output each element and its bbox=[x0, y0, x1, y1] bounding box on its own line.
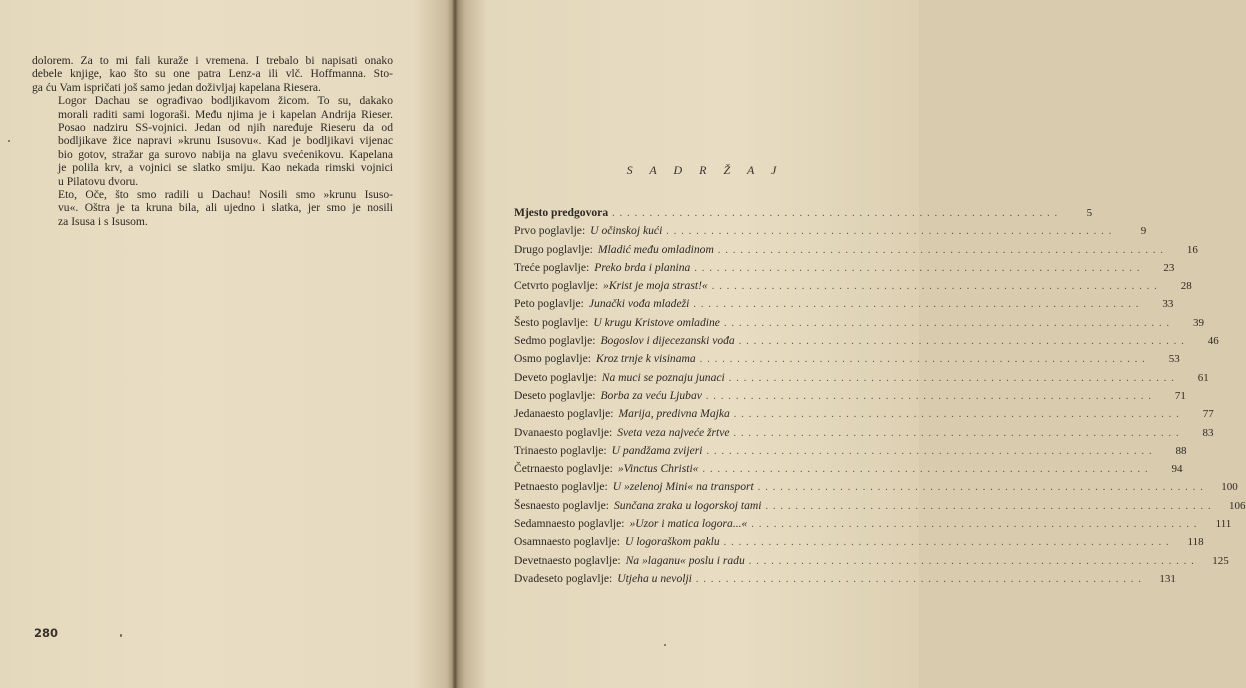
toc-entry bbox=[514, 498, 1246, 517]
left-page-body bbox=[32, 54, 393, 228]
toc-entry-label: Sedmo poglavlje: bbox=[514, 334, 596, 348]
toc-entry bbox=[514, 517, 1232, 535]
toc-entry-page: 111 bbox=[1215, 518, 1232, 531]
text-line: Posao nadziru SS-vojnici. Jedan od njih naređuje Rieseru da od bbox=[58, 121, 393, 135]
toc-entry-page: 100 bbox=[1221, 481, 1238, 494]
toc-entry-label: Deseto poglavlje: bbox=[514, 388, 596, 402]
toc-entry-chapter-title: Sveta veza najveće žrtve bbox=[617, 425, 730, 439]
text-line: ga ću Vam ispričati još samo jedan doživljaj kapelana Riesera. bbox=[32, 80, 321, 94]
toc-entry-label: Četrnaesto poglavlje: bbox=[514, 462, 613, 476]
toc-entry-chapter-title: Bogoslov i dijecezanski vođa bbox=[600, 334, 735, 348]
body-paragraph bbox=[32, 54, 393, 94]
body-paragraph bbox=[32, 94, 393, 188]
toc-entry bbox=[514, 279, 1192, 297]
body-paragraph bbox=[32, 188, 393, 228]
toc-entry-label: Šesnaesto poglavlje: bbox=[514, 498, 609, 512]
toc-entry-chapter-title: Utjeha u nevolji bbox=[617, 571, 692, 585]
toc-leader-dots: ............................................................ bbox=[702, 464, 1153, 476]
toc-entry bbox=[514, 297, 1174, 315]
toc-entry bbox=[514, 242, 1198, 261]
text-line: debele knjige, kao što su one patra Lenz-a ili vlč. Hoffmanna. Sto- bbox=[32, 67, 393, 81]
toc-leader-dots: ............................................................ bbox=[723, 537, 1174, 549]
toc-entry-chapter-title: Preko brda i planina bbox=[594, 260, 691, 274]
toc-leader-dots: ............................................................ bbox=[666, 226, 1117, 238]
toc-leader-dots: ............................................................ bbox=[748, 555, 1199, 567]
toc-entry-label: Treće poglavlje: bbox=[514, 260, 590, 274]
toc-leader-dots: ............................................................ bbox=[738, 336, 1189, 348]
toc-leader-dots: ............................................................ bbox=[695, 573, 1146, 585]
toc-entry-label: Šesto poglavlje: bbox=[514, 315, 589, 329]
toc-entry bbox=[514, 388, 1186, 407]
paper-speck bbox=[8, 140, 10, 142]
text-line: bio gotov, stražar ga surovo nabija na glavu svećenikovu. Kapelana bbox=[58, 147, 393, 161]
toc-entry-page: 71 bbox=[1174, 389, 1186, 402]
toc-entry bbox=[514, 352, 1180, 370]
toc-entry-label: Osamnaesto poglavlje: bbox=[514, 535, 620, 549]
toc-entry-page: 46 bbox=[1207, 335, 1219, 348]
toc-entry-page: 33 bbox=[1162, 298, 1174, 311]
toc-entry-label: Drugo poglavlje: bbox=[514, 242, 593, 256]
toc-entry-chapter-title: »Vinctus Christi« bbox=[617, 462, 699, 476]
toc-entry-chapter-title: »Uzor i matica logora...« bbox=[629, 517, 748, 531]
text-line: morali raditi sami logoraši. Među njima je i kapelan Andrija Rieser. bbox=[58, 107, 393, 121]
toc-entry-chapter-title: U logoraškom paklu bbox=[624, 535, 720, 549]
text-line: za Isusa i s Isusom. bbox=[58, 214, 148, 228]
toc-entry-chapter-title: U krugu Kristove omladine bbox=[593, 315, 720, 329]
toc-leader-dots: ............................................................ bbox=[711, 281, 1162, 293]
toc-entry-chapter-title: Sunčana zraka u logorskoj tami bbox=[614, 498, 762, 512]
toc-entry-page: 125 bbox=[1212, 554, 1229, 567]
toc-entry-label: Trinaesto poglavlje: bbox=[514, 443, 607, 457]
page-number: 280 bbox=[34, 626, 59, 640]
toc-entry-label: Cetvrto poglavlje: bbox=[514, 279, 599, 293]
toc-entry-page: 9 bbox=[1140, 225, 1147, 238]
paper-speck bbox=[664, 644, 666, 646]
toc-leader-dots: ............................................................ bbox=[765, 500, 1216, 512]
toc-entry-label: Devetnaesto poglavlje: bbox=[514, 553, 621, 567]
toc-entry-label: Dvanaesto poglavlje: bbox=[514, 425, 613, 439]
toc-entry-page: 5 bbox=[1086, 207, 1093, 219]
text-line: je polila krv, a vojnici se slatko smiju. Kao nekada rimski vojnici bbox=[58, 161, 393, 175]
toc-entry bbox=[514, 407, 1214, 425]
toc-leader-dots: ............................................................ bbox=[757, 482, 1208, 494]
toc-leader-dots: ............................................................ bbox=[694, 262, 1145, 274]
toc-entry bbox=[514, 425, 1214, 444]
toc-entry-label: Peto poglavlje: bbox=[514, 297, 584, 311]
toc-entry bbox=[514, 553, 1229, 572]
toc-entry-label: Deveto poglavlje: bbox=[514, 370, 597, 384]
toc-entry-chapter-title: Na muci se poznaju junaci bbox=[601, 370, 725, 384]
toc-entry-label: Dvadeseto poglavlje: bbox=[514, 571, 613, 585]
text-line: Logor Dachau se ograđivao bodljikavom žicom. To su, dakako bbox=[58, 94, 393, 108]
toc-entry-chapter-title: »Krist je moja strast!« bbox=[603, 279, 708, 293]
toc-entry bbox=[514, 260, 1175, 279]
toc-leader-dots: ............................................................ bbox=[733, 409, 1184, 421]
toc-entry-page: 23 bbox=[1163, 261, 1175, 274]
book-gutter bbox=[452, 0, 458, 688]
toc-entry bbox=[514, 206, 1093, 224]
toc-entry-chapter-title: Marija, predivna Majka bbox=[618, 407, 730, 421]
toc-leader-dots: ............................................................ bbox=[751, 519, 1202, 531]
toc-title: S A D R Ž A J bbox=[626, 163, 784, 177]
toc-entry bbox=[514, 480, 1238, 498]
toc-leader-dots: ............................................................ bbox=[699, 354, 1150, 366]
toc-entry bbox=[514, 224, 1147, 242]
toc-entry-chapter-title: Na »laganu« poslu i radu bbox=[625, 553, 745, 567]
toc-leader-dots: ............................................................ bbox=[733, 427, 1184, 439]
toc-leader-dots: ............................................................ bbox=[706, 445, 1157, 457]
toc-entry bbox=[514, 535, 1204, 553]
toc-entry-label: Osmo poglavlje: bbox=[514, 352, 591, 366]
toc-entry-page: 131 bbox=[1159, 572, 1176, 585]
text-line: Eto, Oče, što smo radili u Dachau! Nosili smo »krunu Isuso- bbox=[58, 188, 393, 202]
toc-entry bbox=[514, 315, 1204, 334]
text-line: dolorem. Za to mi fali kuraže i vremena. I trebalo bi napisati onako bbox=[32, 54, 393, 67]
toc-entry-chapter-title: Junački vođa mladeži bbox=[588, 297, 690, 311]
toc-entry-page: 118 bbox=[1187, 536, 1204, 549]
toc-entry-page: 28 bbox=[1180, 280, 1192, 293]
toc-entry-page: 88 bbox=[1175, 444, 1187, 457]
toc-entry-page: 77 bbox=[1202, 408, 1214, 421]
toc-leader-dots: ............................................................ bbox=[705, 390, 1156, 402]
toc-entry bbox=[514, 571, 1176, 590]
toc-entry-chapter-title: U »zelenoj Mini« na transport bbox=[612, 480, 754, 494]
toc-leader-dots: ............................................................ bbox=[612, 208, 1063, 219]
toc-entry-chapter-title: Mladić među omladinom bbox=[597, 242, 714, 256]
toc-entry-label: Jedanaesto poglavlje: bbox=[514, 407, 614, 421]
toc-entry-page: 106 bbox=[1229, 499, 1246, 512]
toc-entry-page: 53 bbox=[1168, 353, 1180, 366]
toc-entry-page: 83 bbox=[1202, 426, 1214, 439]
text-line: vu«. Oštra je ta kruna bila, ali ujedno i slatka, jer smo je nosili bbox=[58, 201, 393, 215]
toc-entry-page: 16 bbox=[1186, 243, 1198, 256]
toc-entry-chapter-title: U očinskoj kući bbox=[590, 224, 663, 238]
toc-entry-chapter-title: Borba za veću Ljubav bbox=[600, 388, 702, 402]
text-line: u Pilatovu dvoru. bbox=[58, 174, 139, 188]
toc-entry-page: 39 bbox=[1192, 316, 1204, 329]
toc-entry-label: Petnaesto poglavlje: bbox=[514, 480, 608, 494]
toc-entry-page: 94 bbox=[1171, 463, 1183, 476]
toc-entry-label: Prvo poglavlje: bbox=[514, 224, 586, 238]
paper-speck bbox=[120, 634, 122, 637]
toc-leader-dots: ............................................................ bbox=[723, 317, 1174, 329]
toc-entry-chapter-title: U pandžama zvijeri bbox=[611, 443, 703, 457]
text-line: bodljikave žice napravi »krunu Isusovu«. Kad je bodljikavi vijenac bbox=[58, 134, 393, 148]
toc-entry-page: 61 bbox=[1197, 371, 1209, 384]
toc-entry bbox=[514, 462, 1183, 480]
toc-leader-dots: ............................................................ bbox=[693, 299, 1144, 311]
toc-entry bbox=[514, 334, 1219, 352]
toc-entry-label: Sedamnaesto poglavlje: bbox=[514, 517, 625, 531]
toc-entry-label: Mjesto predgovora bbox=[514, 206, 609, 219]
toc-leader-dots: ............................................................ bbox=[717, 244, 1168, 256]
toc-entry bbox=[514, 443, 1187, 462]
toc-entry bbox=[514, 370, 1209, 389]
toc-entry-chapter-title: Kroz trnje k visinama bbox=[595, 352, 696, 366]
table-of-contents bbox=[514, 206, 1246, 590]
toc-leader-dots: ............................................................ bbox=[728, 372, 1179, 384]
